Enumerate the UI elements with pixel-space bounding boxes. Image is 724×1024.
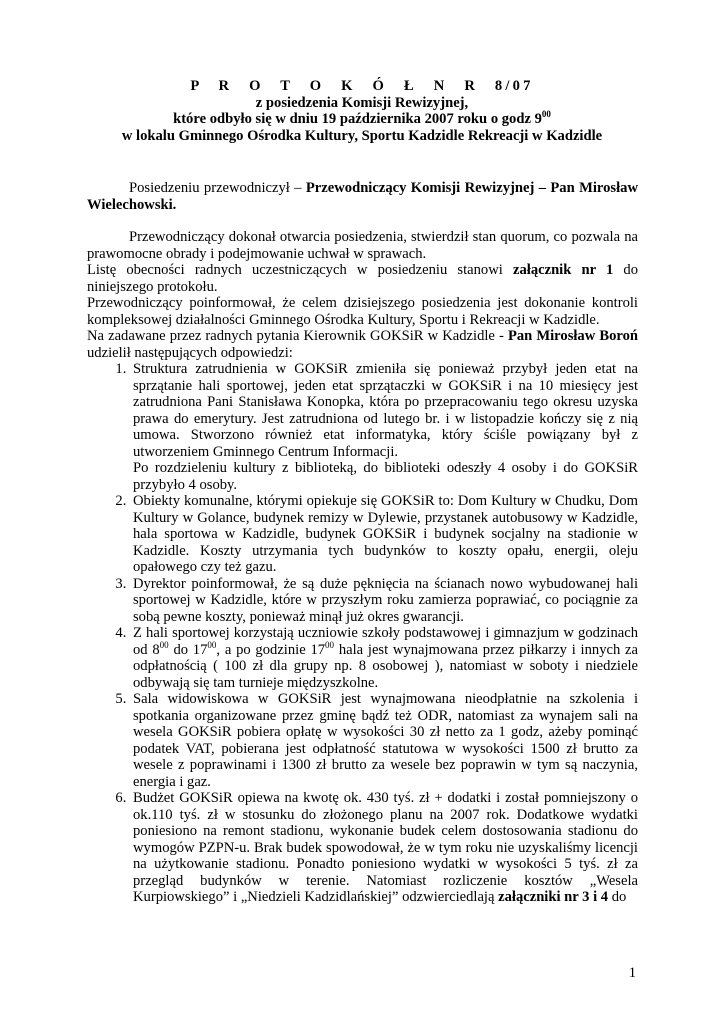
header-date-text: które odbyło się w dniu 19 października 2007 roku o godz 9 [173,111,542,127]
paragraph-questions [87,328,638,361]
questions-text-end: udzielił następujących odpowiedzi: [87,344,293,361]
list-item [130,625,638,691]
protocol-title: P R O T O K Ó Ł N R 8/07 [190,78,534,94]
paragraph-attendance [87,262,638,295]
list-item: 5. Sala widowiskowa w GOKSiR jest wynajmowana nieodpłatnie na szkolenia i spotkania organizowane przez gminę bądź też ODR, natomiast za wynajem sali na wesela GOKSiR pobiera opłatę w wysokości 30 zł netto za 1 godz, ażeby pominąć podatek VAT, pobierana jest odpłatność statutowa w wysokości 1500 zł brutto za wesele z poprawinami i 1300 zł brutto za wesele bez poprawin w tym są naczynia, energia i gaz. [130,691,638,790]
chair-name: Przewodniczący Komisji Rewizyjnej – Pan Mirosław Wielechowski. [87,180,638,213]
document-header [0,78,724,144]
list-item [130,790,638,906]
header-line-date [0,111,724,128]
list-item [130,361,638,493]
paragraph-opening: Przewodniczący dokonał otwarcia posiedzenia, stwierdził stan quorum, co pozwala na prawomocne obrady i podejmowanie uchwał w sprawach. [87,229,638,262]
attachment-1-ref: załącznik nr 1 [512,262,614,278]
item-6-text: Budżet GOKSiR opiewa na kwotę ok. 430 tyś. zł + dodatki i został pomniejszony o ok.110 tyś. zł w stosunku do złożonego planu na 2007 rok. Dodatkowe wydatki poniesiono na remont stadionu, wykonanie budek celem dostosowania stadionu do wymogów PZPN-u. Brak budek spowodował, że w tym roku nie uzyskaliśmy licencji na użytkowanie stadionu. Ponadto poniesiono wydatki w wysokości 5 tyś. zł za przegląd budynków w terenie. Natomiast rozliczenie kosztów „Wesela Kurpiowskiego” i „Niedzieli Kadzidlańskiej” odzwierciedlają [133,790,638,905]
attendance-text-end: do niniejszego protokołu. [87,262,639,295]
attachments-3-4-ref: załączniki nr 3 i 4 [498,889,609,905]
time-superscript: 00 [159,639,169,650]
time-superscript: 00 [207,639,217,650]
header-time-superscript: 00 [541,109,551,120]
item-1-continuation: Po rozdzieleniu kultury z biblioteką, do biblioteki odeszły 4 osoby i do GOKSiR przybyło 4 osoby. [133,460,638,493]
paragraph-purpose: Przewodniczący poinformował, że celem dzisiejszego posiedzenia jest dokonanie kontroli kompleksowej działalności Gminnego Ośrodka Kultury, Sportu i Rekreacji w Kadzidle. [87,295,638,328]
time-superscript: 00 [325,639,335,650]
paragraph-chair [87,180,638,213]
header-line-location: w lokalu Gminnego Ośrodka Kultury, Sportu Kadzidle Rekreacji w Kadzidle [121,127,603,144]
item-4-part: Z hali sportowej korzystają uczniowie szkoły podstawowej i gimnazjum w godzinach od 8 [133,625,638,658]
list-item: 2. Obiekty komunalne, którymi opiekuje się GOKSiR to: Dom Kultury w Chudku, Dom Kultury w Golance, budynek remizy w Dylewie, przystanek autobusowy w Kadzidle, hala sportowa w Kadzidle, budynek GOKSiR i budynek socjalny na stadionie w Kadzidle. Koszty utrzymania tych budynków to koszty opału, energii, oleju opałowego czy też gazu. [130,493,638,576]
answers-list [87,361,638,906]
questions-text: Na zadawane przez radnych pytania Kierownik GOKSiR w Kadzidle - [87,328,508,344]
item-4-part: hala jest wynajmowana przez piłkarzy i innych za odpłatnością ( 100 zł dla grupy np. 8 osobowej ), natomiast w soboty i niedziele odbywają się tam turnieje międzyszkolne. [133,641,639,691]
item-4-part: , a po godzinie 17 [216,641,326,658]
page-number: 1 [628,965,636,981]
item-6-text-end: do [608,889,627,905]
director-name: Pan Mirosław Boroń [507,328,638,344]
chair-intro: Posiedzeniu przewodniczył – [129,180,306,196]
header-line-meeting: z posiedzenia Komisji Rewizyjnej, [255,94,469,111]
attendance-text: Listę obecności radnych uczestniczących w posiedzeniu stanowi [87,262,513,278]
item-1-text: Struktura zatrudnienia w GOKSiR zmieniła się ponieważ przybył jeden etat na sprzątanie hali sportowej, jeden etat sprzątaczki w GOKSiR i na 10 miesięcy jest zatrudniona Pani Stanisława Konopka, która po przepracowaniu tego okresu uzyska prawa do emerytury. Jest zatrudniona od lutego br. i w listopadzie kończy się z nią umowa. Stworzono również etat informatyka, który ściśle powiązany był z utworzeniem Gminnego Centrum Informacji. [133,361,638,460]
list-item: 3. Dyrektor poinformował, że są duże pęknięcia na ścianach nowo wybudowanej hali sportowej w Kadzidle, które w przyszłym roku zamierza poprawiać, co pociągnie za sobą pewne koszty, ponieważ minął już okres gwarancji. [130,576,638,626]
item-4-part: do 17 [168,641,208,658]
document-body [87,180,638,906]
